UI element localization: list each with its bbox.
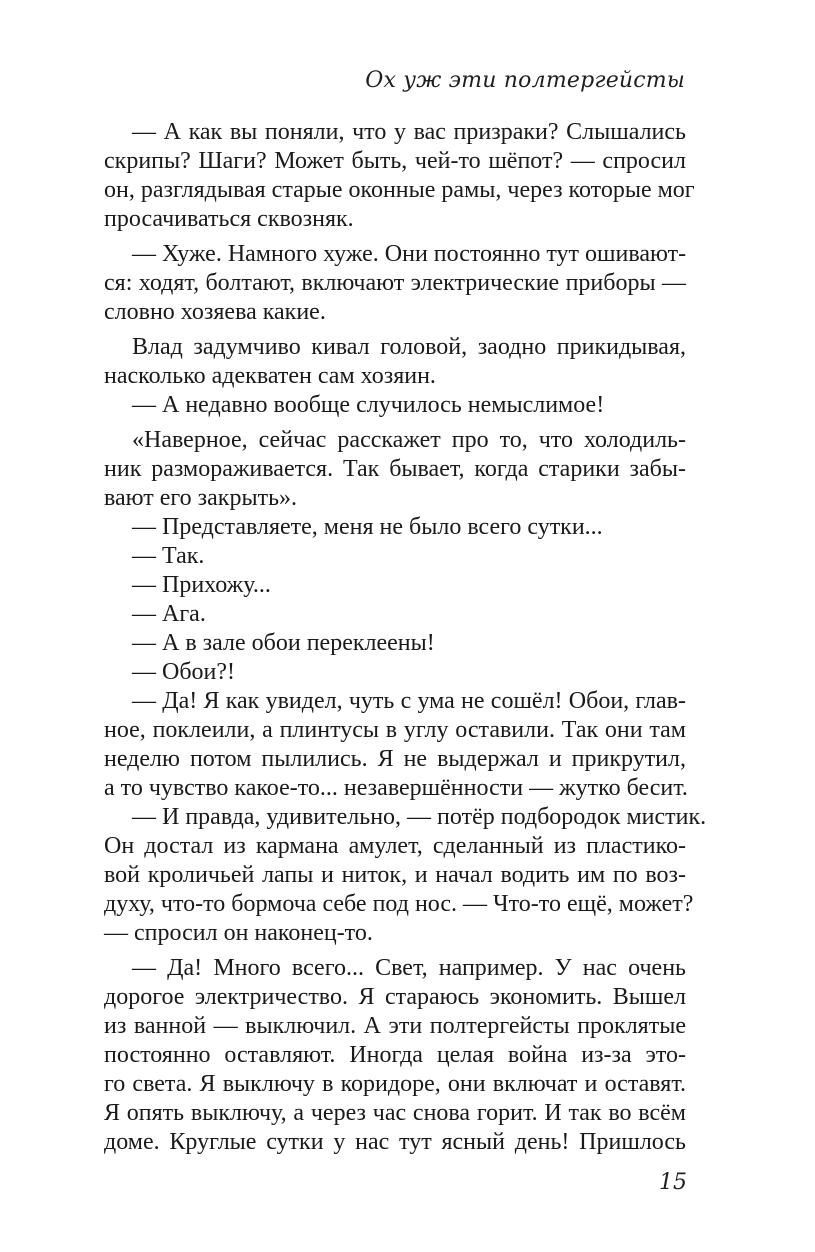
text-line: — Ага. [132, 601, 206, 627]
text-line: — А недавно вообще случилось немыслимое! [132, 392, 605, 418]
text-line: насколько адекватен сам хозяин. [104, 363, 436, 389]
text-line: — спросил он наконец-то. [104, 920, 373, 946]
text-line: — Прихожу... [132, 572, 271, 598]
text-line: го света. Я выключу в коридоре, они включат и оставят. [104, 1071, 686, 1097]
text-line: ное, поклеили, а плинтусы в углу оставили. Так они там [104, 717, 686, 743]
text-line: — А как вы поняли, что у вас призраки? Слышались [132, 119, 686, 145]
text-line: — Обои?! [132, 659, 236, 685]
text-line: — Да! Много всего... Свет, например. У нас очень [132, 955, 686, 981]
text-line: словно хозяева какие. [104, 299, 326, 325]
text-line: Он достал из кармана амулет, сделанный из пластико- [104, 833, 686, 859]
text-line: — Представляете, меня не было всего сутки... [132, 514, 603, 540]
text-line: вают его закрыть». [104, 485, 298, 511]
text-line: доме. Круглые сутки у нас тут ясный день! Пришлось [104, 1129, 686, 1155]
text-line: — Хуже. Намного хуже. Они постоянно тут ошивают- [132, 241, 687, 267]
text-line: духу, что-то бормоча себе под нос. — Что-то ещё, может? [104, 891, 694, 917]
text-line: Я опять выключу, а через час снова горит. И так во всём [104, 1100, 686, 1126]
text-line: просачиваться сквозняк. [104, 206, 354, 232]
text-line: — А в зале обои переклеены! [132, 630, 435, 656]
text-line: а то чувство какое-то... незавершённости — жутко бесит. [104, 775, 688, 801]
text-line: вой кроличьей лапы и ниток, и начал водить им по воз- [104, 862, 686, 888]
text-line: ник размораживается. Так бывает, когда старики забы- [104, 456, 686, 482]
text-line: постоянно оставляют. Иногда целая война из-за это- [104, 1042, 686, 1068]
text-line: ся: ходят, болтают, включают электрические приборы — [104, 270, 686, 296]
text-line: — И правда, удивительно, — потёр подбородок мистик. [132, 804, 707, 830]
text-line: дорогое электричество. Я стараюсь экономить. Вышел [104, 984, 686, 1010]
body-text [104, 118, 707, 1157]
text-line: — Так. [132, 543, 205, 569]
text-line: неделю потом пылились. Я не выдержал и прикрутил, [104, 746, 686, 772]
text-line: скрипы? Шаги? Может быть, чей-то шёпот? — спросил [104, 148, 686, 174]
text-line: «Наверное, сейчас расскажет про то, что холодиль- [132, 427, 686, 453]
text-line: он, разглядывая старые оконные рамы, через которые мог [104, 177, 695, 203]
text-line: Влад задумчиво кивал головой, заодно прикидывая, [132, 334, 686, 360]
text-line: — Да! Я как увидел, чуть с ума не сошёл! Обои, глав- [132, 688, 686, 714]
text-line: из ванной — выключил. А эти полтергейсты проклятые [104, 1013, 686, 1039]
page-number: 15 [659, 1170, 687, 1195]
running-header: Ох уж эти полтергейсты [365, 68, 685, 93]
